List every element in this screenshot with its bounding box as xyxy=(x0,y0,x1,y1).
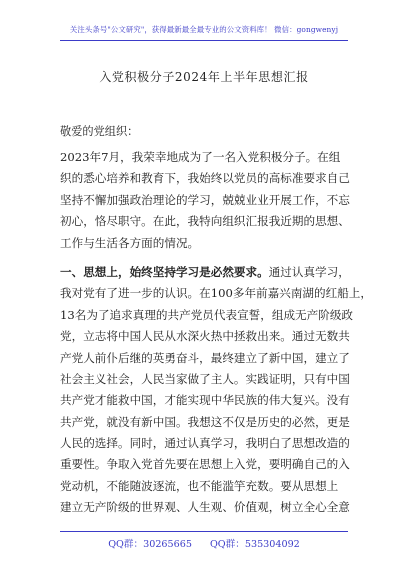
document-title: 入党积极分子2024年上半年思想汇报 xyxy=(99,70,309,84)
paragraph-line: 党动机，不能随波逐流，也不能滥竽充数。要从思想上 xyxy=(60,478,339,493)
paragraph-gap xyxy=(60,254,350,262)
paragraph-line: 党，立志将中国人民从水深火热中拯救出来。通过无数共 xyxy=(60,329,350,344)
salutation: 敬爱的党组织： xyxy=(60,125,139,138)
paragraph-line: 产党人前仆后继的英勇奋斗，最终建立了新中国，建立了 xyxy=(60,350,350,365)
header-banner: 关注头条号"公文研究"，获得最新最全最专业的公文资料库！ 微信：gongwenyj xyxy=(69,25,339,34)
paragraph-line: 13名为了追求真理的共产党员代表宣誓，组成无产阶级政 xyxy=(60,307,354,322)
footer-qq-group-2: QQ群：535304092 xyxy=(209,539,300,550)
paragraph-line: 人民的选择。同时，通过认真学习，我明白了思想改造的 xyxy=(60,436,350,451)
paragraph-line: 社会主义社会，人民当家做了主人。实践证明，只有中国 xyxy=(60,371,350,386)
header-divider xyxy=(60,40,348,41)
paragraph-line: 共产党，就没有新中国。我想这不仅是历史的必然，更是 xyxy=(60,414,350,429)
paragraph-line: 共产党才能救中国，才能实现中华民族的伟大复兴。没有 xyxy=(60,393,350,408)
section-heading-line xyxy=(60,262,350,283)
paragraph-line: 初心，恪尽职守。在此，我特向组织汇报我近期的思想、 xyxy=(60,214,350,229)
document-body xyxy=(60,147,372,519)
section-heading-tail: 通过认真学习， xyxy=(268,264,350,279)
paragraph-line: 织的悉心培养和教育下，我始终以党员的高标准要求自己 xyxy=(60,171,350,186)
footer-qq-group-1: QQ群：30265665 xyxy=(108,539,192,550)
paragraph-line: 坚持不懈加强政治理论的学习，兢兢业业开展工作，不忘 xyxy=(60,192,350,207)
paragraph-line: 工作与生活各方面的情况。 xyxy=(60,235,200,250)
paragraph-line: 建立无产阶级的世界观、人生观、价值观，树立全心全意 xyxy=(60,500,350,515)
paragraph-line: 2023年7月，我荣幸地成为了一名入党积极分子。在组 xyxy=(60,150,341,164)
footer xyxy=(0,536,408,550)
section-heading: 一、思想上，始终坚持学习是必然要求。 xyxy=(60,264,269,279)
paragraph-line: 重要性。争取入党首先要在思想上入党，要明确自己的入 xyxy=(60,457,350,472)
footer-divider xyxy=(60,531,348,532)
paragraph-line: 我对党有了进一步的认识。在100多年前嘉兴南湖的红船上， xyxy=(60,286,372,301)
